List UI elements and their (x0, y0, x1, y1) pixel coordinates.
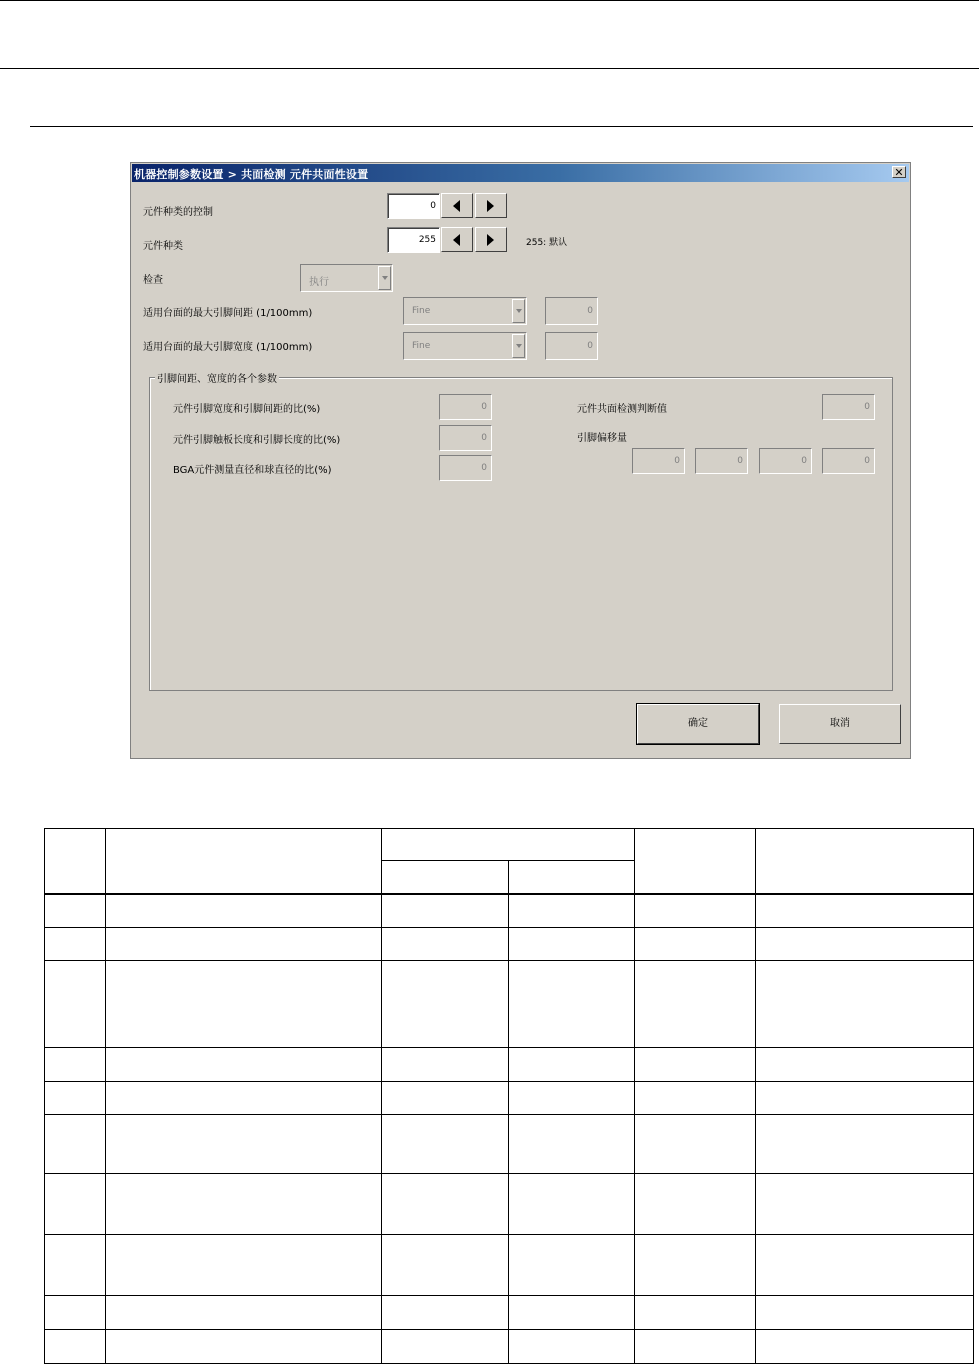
lead-offset-field-2: 0 (695, 448, 748, 474)
coplanarity-settings-dialog (130, 162, 911, 759)
table-row (45, 1082, 974, 1115)
component-type-prev-button[interactable] (441, 227, 473, 252)
table-header-cell (509, 861, 635, 894)
dialog-title: 机器控制参数设置 > 共面检测 元件共面性设置 (134, 168, 369, 181)
lead-offset-field-1: 0 (632, 448, 685, 474)
width-pitch-ratio-field: 0 (439, 394, 492, 420)
max-pitch-select[interactable] (403, 297, 527, 325)
lead-offset-field-3: 0 (759, 448, 812, 474)
table-row (45, 928, 974, 961)
component-type-label: 元件种类 (143, 241, 183, 252)
left-arrow-icon (453, 200, 460, 212)
bga-ratio-field: 0 (439, 455, 492, 481)
table-row (45, 1048, 974, 1082)
table-header-row (45, 829, 974, 861)
table-row (45, 961, 974, 1048)
table-row (45, 1174, 974, 1235)
component-type-note: 255: 默认 (526, 238, 568, 248)
table-header-cell (382, 861, 509, 894)
table-row (45, 1330, 974, 1364)
lead-parameters-group (149, 377, 893, 691)
left-arrow-icon (453, 234, 460, 246)
table-row (45, 1115, 974, 1174)
ok-button[interactable]: 确定 (637, 704, 759, 744)
inspection-label: 检查 (143, 275, 163, 286)
max-width-label: 适用台面的最大引脚宽度 (1/100mm) (143, 342, 313, 353)
table-header-cell (756, 829, 974, 894)
max-pitch-value-field: 0 (545, 297, 598, 325)
header-top-rule (0, 0, 979, 1)
board-length-ratio-field: 0 (439, 425, 492, 451)
table-row (45, 1296, 974, 1330)
close-icon: ✕ (894, 166, 904, 179)
inspection-select-value: 执行 (309, 277, 329, 288)
cancel-button[interactable]: 取消 (779, 704, 901, 744)
inspection-select[interactable] (300, 264, 393, 292)
width-pitch-ratio-label: 元件引脚宽度和引脚间距的比(%) (173, 404, 321, 415)
table-header-cell (45, 829, 106, 894)
component-type-control-input[interactable]: 0 (387, 193, 440, 219)
bga-ratio-label: BGA元件测量直径和球直径的比(%) (173, 465, 332, 476)
section-rule (30, 126, 973, 127)
component-type-control-next-button[interactable] (475, 193, 507, 218)
table-row (45, 894, 974, 928)
table-header-cell (106, 829, 382, 894)
inspection-dropdown-button[interactable] (378, 266, 391, 290)
table-header-cell (635, 829, 756, 894)
component-type-next-button[interactable] (475, 227, 507, 252)
coplanarity-threshold-label: 元件共面检测判断值 (577, 404, 667, 415)
max-width-select-value: Fine (412, 341, 431, 351)
table-header-cell (382, 829, 635, 861)
lead-parameters-group-title: 引脚间距、宽度的各个参数 (155, 370, 279, 385)
header-bottom-rule (0, 68, 979, 69)
dialog-titlebar (132, 164, 909, 182)
component-type-control-label: 元件种类的控制 (143, 207, 213, 218)
max-width-dropdown-button[interactable] (512, 334, 525, 358)
component-type-input[interactable]: 255 (387, 227, 440, 253)
lead-offset-label: 引脚偏移量 (577, 433, 627, 444)
chevron-down-icon (516, 344, 522, 348)
close-button[interactable] (892, 166, 906, 178)
chevron-down-icon (516, 309, 522, 313)
max-pitch-label: 适用台面的最大引脚间距 (1/100mm) (143, 308, 313, 319)
parameter-table (44, 828, 974, 1364)
max-pitch-select-value: Fine (412, 306, 431, 316)
right-arrow-icon (487, 234, 494, 246)
coplanarity-threshold-field: 0 (822, 394, 875, 420)
lead-offset-field-4: 0 (822, 448, 875, 474)
right-arrow-icon (487, 200, 494, 212)
chevron-down-icon (382, 276, 388, 280)
max-width-select[interactable] (403, 332, 527, 360)
table-row (45, 1235, 974, 1296)
max-pitch-dropdown-button[interactable] (512, 299, 525, 323)
board-length-ratio-label: 元件引脚触板长度和引脚长度的比(%) (173, 435, 341, 446)
component-type-control-prev-button[interactable] (441, 193, 473, 218)
max-width-value-field: 0 (545, 332, 598, 360)
